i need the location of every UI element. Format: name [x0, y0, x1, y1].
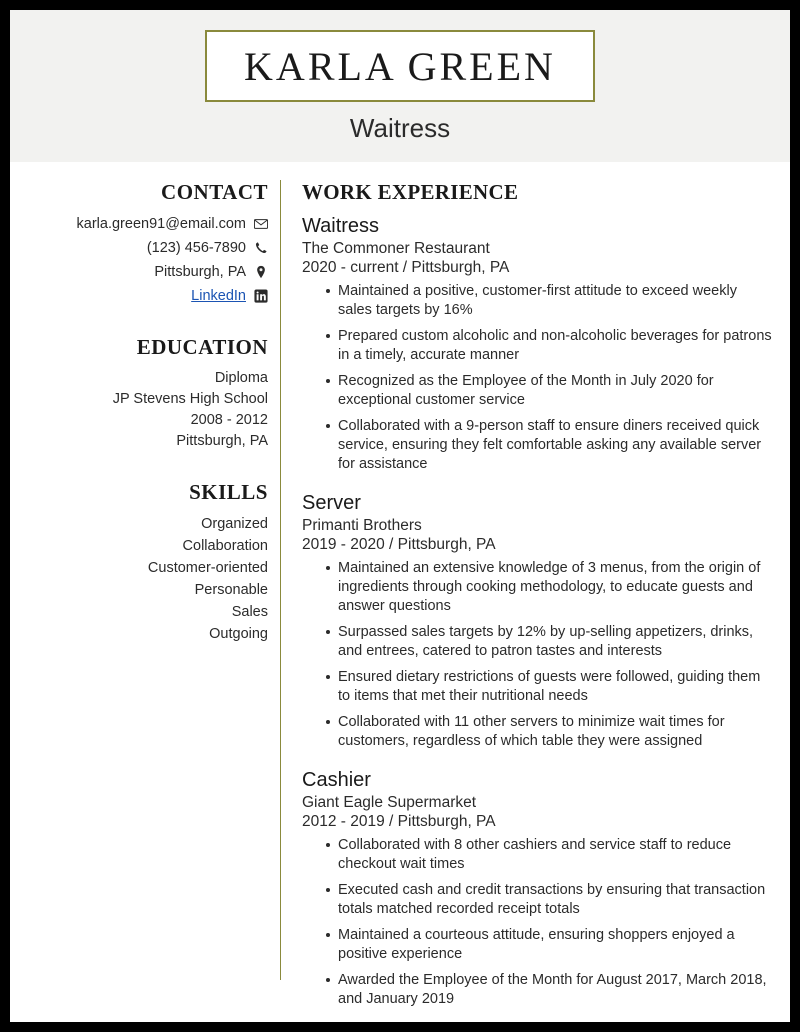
phone-icon: [254, 241, 268, 255]
candidate-name: KARLA GREEN: [244, 43, 556, 89]
job-bullet: Ensured dietary restrictions of guests were followed, guiding them to items that met their nutritional needs: [326, 668, 772, 706]
skill-item: Personable: [194, 582, 268, 598]
skill-item: Collaboration: [182, 538, 268, 554]
job-bullet: Prepared custom alcoholic and non-alcoholic beverages for patrons in a timely, accurate manner: [326, 327, 772, 365]
job-meta: 2012 - 2019 / Pittsburgh, PA: [302, 813, 496, 830]
skill-item: Outgoing: [209, 626, 268, 642]
skills-heading: SKILLS: [189, 480, 268, 504]
job-meta: 2019 - 2020 / Pittsburgh, PA: [302, 536, 496, 553]
job-bullet: Collaborated with 8 other cashiers and service staff to reduce checkout wait times: [326, 836, 772, 874]
job-role: Server: [302, 492, 361, 514]
job-bullet: Collaborated with a 9-person staff to ensure diners received quick service, ensuring they felt comfortable asking any available server for assistance: [326, 417, 772, 474]
job-bullet: Awarded the Employee of the Month for August 2017, March 2018, and January 2019: [326, 971, 772, 1009]
job-entry: [302, 215, 772, 474]
contact-item-phone: [10, 237, 268, 259]
map-pin-icon: [254, 265, 268, 279]
job-role: Waitress: [302, 215, 380, 237]
job-bullets: [302, 282, 772, 474]
linkedin-icon[interactable]: [254, 289, 268, 303]
contact-heading: CONTACT: [161, 180, 268, 204]
linkedin-link[interactable]: LinkedIn: [191, 288, 246, 304]
job-bullet: Collaborated with 11 other servers to minimize wait times for customers, regardless of which table they were assigned: [326, 713, 772, 751]
job-bullet: Surpassed sales targets by 12% by up-selling appetizers, drinks, and entrees, catered to patron tastes and interests: [326, 623, 772, 661]
contact-location-text: Pittsburgh, PA: [154, 264, 246, 280]
education-degree: Diploma: [214, 370, 268, 386]
job-company: The Commoner Restaurant: [302, 240, 490, 257]
job-bullets: [302, 836, 772, 1009]
resume-page: [10, 10, 790, 1022]
contact-email-text: karla.green91@email.com: [76, 216, 246, 232]
contact-item-email: [10, 213, 268, 235]
skill-item: Organized: [201, 516, 268, 532]
header-band: [10, 10, 790, 162]
work-experience-heading: WORK EXPERIENCE: [302, 180, 519, 204]
job-bullet: Recognized as the Employee of the Month in July 2020 for exceptional customer service: [326, 372, 772, 410]
job-role: Cashier: [302, 769, 371, 791]
education-dates: 2008 - 2012: [190, 412, 268, 428]
envelope-icon: [254, 217, 268, 231]
education-school: JP Stevens High School: [112, 391, 268, 407]
skills-list: [10, 513, 268, 645]
job-bullet: Maintained a positive, customer-first attitude to exceed weekly sales targets by 16%: [326, 282, 772, 320]
skill-item: Customer-oriented: [147, 560, 268, 576]
name-box: [205, 30, 595, 102]
education-heading: EDUCATION: [136, 335, 268, 359]
contact-item-location: [10, 261, 268, 283]
job-meta: 2020 - current / Pittsburgh, PA: [302, 259, 510, 276]
job-bullets: [302, 559, 772, 751]
skill-item: Sales: [231, 604, 268, 620]
education-location: Pittsburgh, PA: [176, 433, 268, 449]
job-company: Giant Eagle Supermarket: [302, 794, 477, 811]
job-entry: [302, 492, 772, 751]
job-bullet: Maintained a courteous attitude, ensuring shoppers enjoyed a positive experience: [326, 926, 772, 964]
main-column: [302, 180, 772, 1022]
job-entry: [302, 769, 772, 1009]
candidate-job-title: Waitress: [349, 113, 451, 143]
job-bullet: Maintained an extensive knowledge of 3 menus, from the origin of ingredients through cooking methodology, to educate guests and answer questions: [326, 559, 772, 616]
column-divider: [280, 180, 281, 980]
job-company: Primanti Brothers: [302, 517, 422, 534]
contact-phone-text: (123) 456-7890: [146, 240, 246, 256]
contact-linkedin-text[interactable]: [191, 285, 246, 307]
job-bullet: Executed cash and credit transactions by ensuring that transaction totals matched recorded receipt totals: [326, 881, 772, 919]
contact-item-linkedin[interactable]: [10, 285, 268, 307]
sidebar: [10, 180, 268, 645]
resume-body: [10, 162, 790, 1022]
